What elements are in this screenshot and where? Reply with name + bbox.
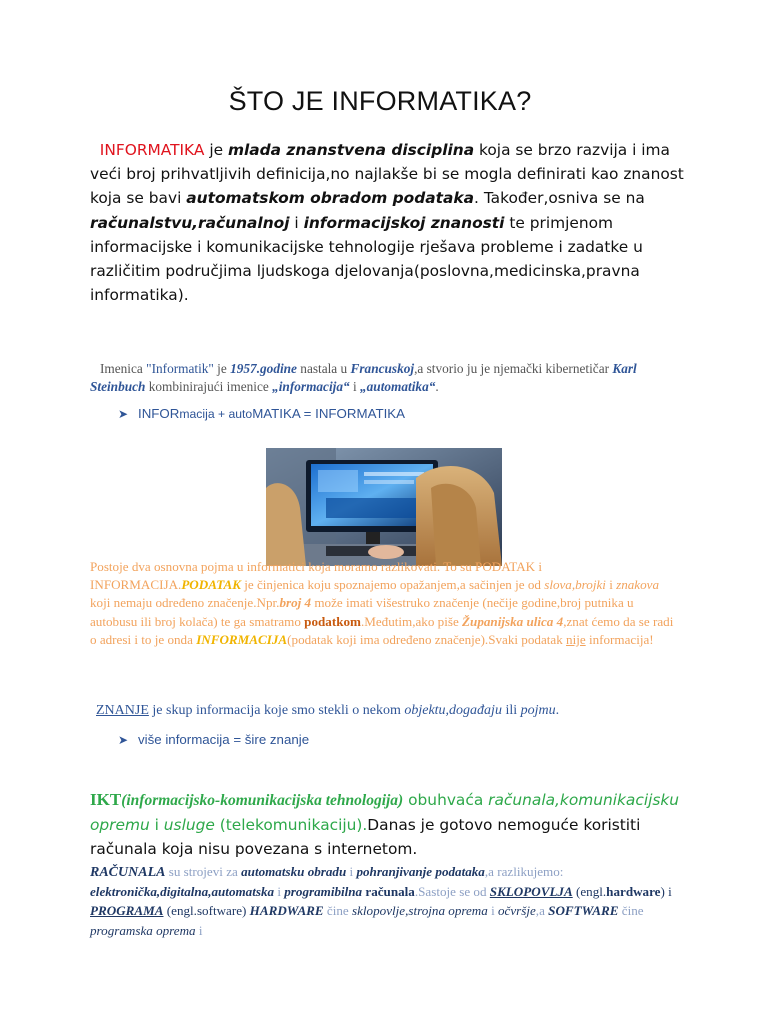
imenica-paragraph: Imenica "Informatik" je 1957.godine nastala u Francuskoj,a stvorio ju je njemački kibernetičar Karl Steinbuch kombinirajući imenice „informacija“ i „automatika“. [90, 361, 637, 394]
page-title: ŠTO JE INFORMATIKA? [228, 86, 532, 116]
znanje-paragraph: ZNANJE je skup informacija koje smo stekli o nekom objektu,događaju ili pojmu. [96, 703, 560, 718]
podatak-paragraph: Postoje dva osnovna pojma u informatici koja moramo razlikovati. To su PODATAK i INFORMACIJA.PODATAK je činjenica koju spoznajemo opažanjem,a sačinjen je od slova,brojki i znakova koji nemaju određeno značenje.Npr.broj 4 može imati višestruko značenje (nečije godine,broj putnika u autobusu ili broj kolača) te ga smatramo podatkom.Međutim,ako piše Županijska ulica 4,znat ćemo da se radi o adresi i to je onda INFORMACIJA(podatak koji ima određeno značenje).Svaki podatak nije informacija! [90, 559, 674, 647]
bullet-informatika-formula: ➤ INFORmacija + autoMATIKA = INFORMATIKA [118, 406, 406, 421]
racunala-paragraph: RAČUNALA su strojevi za automatsku obradu i pohranjivanje podataka,a razlikujemo: elektronička,digitalna,automatska i programibilna računala.Sastoje se od SKLOPOVLJA (engl.hardware) i PROGRAMA (engl.software) HARDWARE čine sklopovlje,strojna oprema i očvršje,a SOFTWARE čine programska oprema i [90, 864, 672, 938]
ikt-paragraph: IKT(informacijsko-komunikacijska tehnologija) obuhvaća računala,komunikacijsku opremu i usluge (telekomunikaciju).Danas je gotovo nemoguće koristiti računala koja nisu povezana s internetom. [90, 790, 680, 858]
students-at-computer-photo-icon [266, 448, 502, 566]
intro-informatika: INFORMATIKA [99, 141, 205, 159]
arrow-bullet-icon: ➤ [118, 733, 129, 747]
bullet-znanje: ➤ više informacija = šire znanje [118, 732, 310, 747]
students-computer-photo [266, 448, 502, 566]
intro-paragraph: INFORMATIKA je mlada znanstvena disciplina koja se brzo razvija i ima veći broj prihvatljivih definicija,no najlakše bi se mogla definirati kao znanost koja se bavi automatskom obradom podataka. Također,osniva se na računalstvu,računalnoj i informacijskoj znanosti te primjenom informacijske i komunikacijske tehnologije rješava probleme i zadatke u različitim područjima ljudskoga djelovanja(poslovna,medicinska,pravna informatika). [90, 141, 684, 305]
arrow-bullet-icon: ➤ [118, 407, 129, 421]
